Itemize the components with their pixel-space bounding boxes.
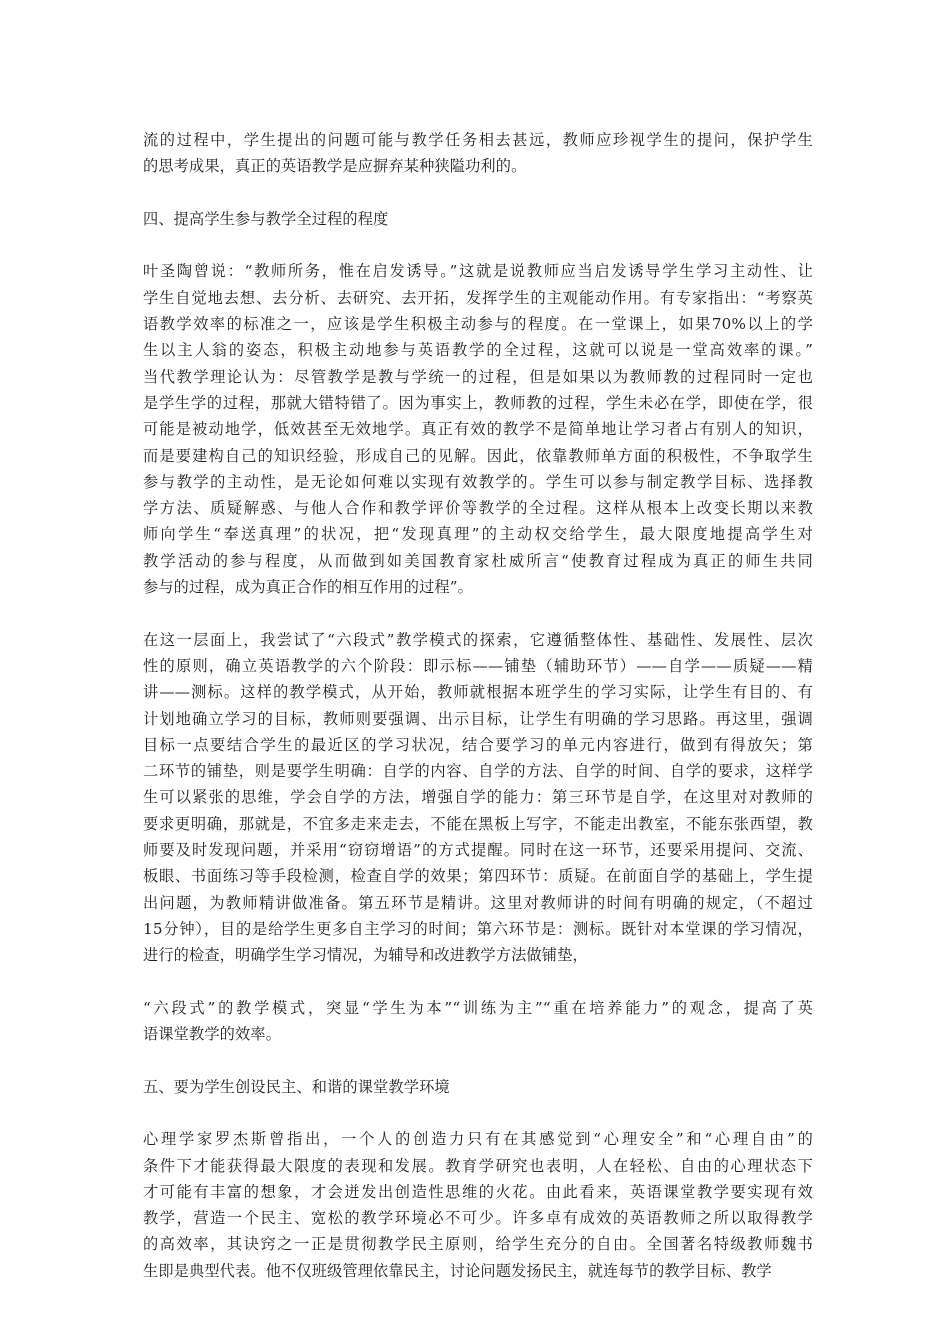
text-line: 二环节的铺垫，则是要学生明确：自学的内容、自学的方法、自学的时间、自学的要求，这样学 bbox=[143, 762, 813, 781]
text-line: 叶圣陶曾说：“教师所务，惟在启发诱导。”这就是说教师应当启发诱导学生学习主动性、让 bbox=[143, 262, 813, 281]
section-heading bbox=[143, 1074, 813, 1100]
text-line: 目标一点要结合学生的最近区的学习状况，结合要学习的单元内容进行，做到有得放矢；第 bbox=[143, 735, 813, 754]
text-line: 四、提高学生参与教学全过程的程度 bbox=[143, 209, 389, 228]
text-line: “六段式”的教学模式，突显“学生为本”“训练为主”“重在培养能力”的观念，提高了英 bbox=[143, 998, 813, 1017]
text-line: 计划地确立学习的目标，教师则要强调、出示目标，让学生有明确的学习思路。再这里，强调 bbox=[143, 709, 813, 728]
document-page bbox=[143, 127, 813, 1310]
text-line: 学生自觉地去想、去分析、去研究、去开拓，发挥学生的主观能动作用。有专家指出：“考察英 bbox=[143, 288, 813, 307]
text-line: 的思考成果，真正的英语教学是应摒弃某种狭隘功利的。 bbox=[143, 157, 527, 176]
text-line: 当代教学理论认为：尽管教学是教与学统一的过程，但是如果以为教师教的过程同时一定也 bbox=[143, 367, 813, 386]
text-line: 语课堂教学的效率。 bbox=[143, 1025, 282, 1044]
text-line: 要求更明确，那就是，不宜多走来走去，不能在黑板上写字，不能走出教室，不能东张西望，教 bbox=[143, 814, 813, 833]
text-line: 流的过程中，学生提出的问题可能与教学任务相去甚远，教师应珍视学生的提问，保护学生 bbox=[143, 131, 813, 149]
section-heading bbox=[143, 206, 813, 232]
paragraph bbox=[143, 258, 813, 600]
text-line: 学方法、质疑解惑、与他人合作和教学评价等教学的全过程。这样从根本上改变长期以来教 bbox=[143, 499, 813, 518]
text-line: 而是要建构自己的知识经验，形成自己的见解。因此，依靠教师单方面的积极性，不争取学生 bbox=[143, 446, 813, 465]
paragraph bbox=[143, 1126, 813, 1284]
text-line: 在这一层面上，我尝试了“六段式”教学模式的探索，它遵循整体性、基础性、发展性、层次 bbox=[143, 630, 813, 649]
text-line: 15分钟），目的是给学生更多自主学习的时间；第六环节是：测标。既针对本堂课的学习情况， bbox=[143, 919, 813, 938]
text-line: 师向学生“奉送真理”的状况，把“发现真理”的主动权交给学生，最大限度地提高学生对 bbox=[143, 525, 813, 544]
text-line: 出问题，为教师精讲做准备。第五环节是精讲。这里对教师讲的时间有明确的规定，（不超过 bbox=[143, 893, 813, 912]
text-line: 生以主人翁的姿态，积极主动地参与英语教学的全过程，这就可以说是一堂高效率的课。” bbox=[143, 341, 813, 360]
text-line: 条件下才能获得最大限度的表现和发展。教育学研究也表明，人在轻松、自由的心理状态下 bbox=[143, 1156, 813, 1175]
text-line: 参与的过程，成为真正合作的相互作用的过程”。 bbox=[143, 578, 474, 597]
text-line: 讲——测标。这样的教学模式，从开始，教师就根据本班学生的学习实际，让学生有目的、有 bbox=[143, 683, 813, 702]
text-line: 心理学家罗杰斯曾指出，一个人的创造力只有在其感觉到“心理安全”和“心理自由”的 bbox=[143, 1130, 813, 1149]
text-line: 教学活动的参与程度，从而做到如美国教育家杜威所言“使教育过程成为真正的师生共同 bbox=[143, 551, 813, 570]
text-line: 生即是典型代表。他不仅班级管理依靠民主，讨论问题发扬民主，就连每节的教学目标、教学 bbox=[143, 1261, 772, 1280]
text-line: 是学生学的过程，那就大错特错了。因为事实上，教师教的过程，学生未必在学，即使在学，很 bbox=[143, 393, 813, 412]
text-line: 板眼、书面练习等手段检测，检查自学的效果；第四环节：质疑。在前面自学的基础上，学生提 bbox=[143, 867, 813, 886]
text-line: 可能是被动地学，低效甚至无效地学。真正有效的教学不是简单地让学习者占有别人的知识， bbox=[143, 420, 813, 439]
text-line: 五、要为学生创设民主、和谐的课堂教学环境 bbox=[143, 1077, 450, 1096]
text-line: 的高效率，其诀窍之一正是贯彻教学民主原则，给学生充分的自由。全国著名特级教师魏书 bbox=[143, 1235, 813, 1254]
paragraph bbox=[143, 995, 813, 1048]
paragraph bbox=[143, 627, 813, 969]
text-line: 参与教学的主动性，是无论如何难以实现有效教学的。学生可以参与制定教学目标、选择教 bbox=[143, 472, 813, 491]
text-line: 语教学效率的标准之一，应该是学生积极主动参与的程度。在一堂课上，如果70%以上的学 bbox=[143, 315, 813, 334]
paragraph bbox=[143, 127, 813, 180]
text-line: 教学，营造一个民主、宽松的教学环境必不可少。许多卓有成效的英语教师之所以取得教学 bbox=[143, 1209, 813, 1228]
text-line: 性的原则，确立英语教学的六个阶段：即示标——铺垫（辅助环节）——自学——质疑——精 bbox=[143, 656, 813, 675]
text-line: 生可以紧张的思维，学会自学的方法，增强自学的能力：第三环节是自学，在这里对对教师的 bbox=[143, 788, 813, 807]
text-line: 师要及时发现问题，并采用“窃窃增语”的方式提醒。同时在这一环节，还要采用提问、交流、 bbox=[143, 841, 813, 860]
text-line: 进行的检查，明确学生学习情况，为辅导和改进教学方法做铺垫， bbox=[143, 946, 588, 965]
text-line: 才可能有丰富的想象，才会迸发出创造性思维的火花。由此看来，英语课堂教学要实现有效 bbox=[143, 1182, 813, 1201]
